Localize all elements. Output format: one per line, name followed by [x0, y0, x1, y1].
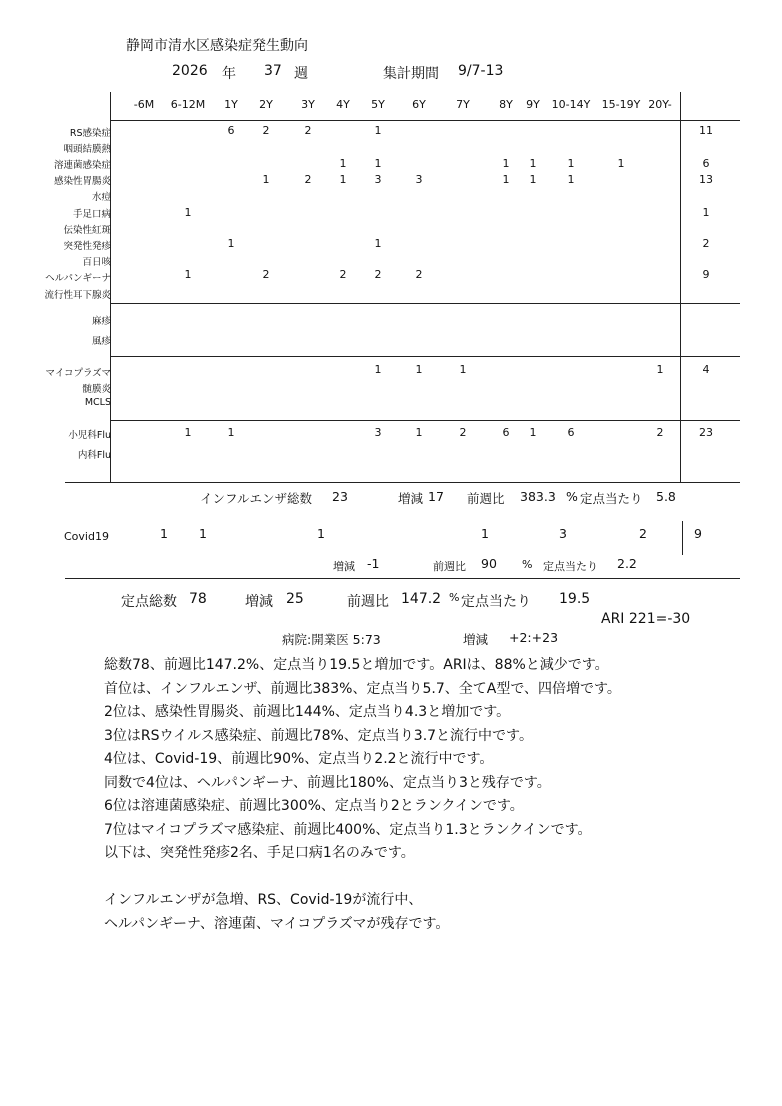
age-header-cell: 9Y: [526, 98, 540, 111]
case-count-cell: 6: [502, 426, 510, 439]
row-total-cell: 6: [702, 157, 710, 170]
case-count-cell: 3: [374, 426, 382, 439]
flu-total-label: インフルエンザ総数: [200, 491, 313, 506]
age-header-cell: 1Y: [224, 98, 238, 111]
covid-cell: 1: [317, 526, 325, 541]
covid-ratio: 90: [481, 556, 497, 571]
age-header-cell: 3Y: [301, 98, 315, 111]
covid-change-label: 増減: [333, 560, 355, 573]
covid-ratio-label: 前週比: [433, 560, 466, 573]
case-count-cell: 1: [184, 268, 192, 281]
disease-label: 咽頭結膜熱: [63, 144, 111, 155]
case-count-cell: 2: [415, 268, 423, 281]
year: 2026: [172, 63, 208, 79]
covid-rule: [65, 578, 740, 579]
case-count-cell: 1: [339, 157, 347, 170]
hospital-ratio: 病院:開業医 5:73: [282, 632, 381, 647]
age-header-cell: 15-19Y: [601, 98, 641, 111]
total-ratio-label: 前週比: [347, 594, 389, 610]
total-per-label: 定点当たり: [461, 594, 531, 610]
total-pct: %: [449, 591, 460, 604]
flu-rule: [65, 482, 740, 483]
row-total-cell: 13: [699, 173, 713, 186]
covid-cell: 3: [559, 526, 567, 541]
disease-label: 内科Flu: [77, 450, 111, 461]
disease-label: 髄膜炎: [82, 384, 111, 395]
total-change: 25: [286, 591, 304, 607]
disease-label: 流行性耳下腺炎: [44, 290, 111, 301]
case-count-cell: 1: [567, 157, 575, 170]
flu-change-label: 増減: [398, 491, 424, 506]
case-count-cell: 1: [227, 237, 235, 250]
commentary-line: 首位は、インフルエンザ、前週比383%、定点当り5.7、全てA型で、四倍増です。: [104, 680, 621, 697]
covid-cell: 1: [481, 526, 489, 541]
flu-change: 17: [428, 489, 444, 504]
covid-label: Covid19: [64, 530, 109, 543]
covid-per: 2.2: [617, 556, 637, 571]
age-header-cell: 2Y: [259, 98, 273, 111]
flu-per-label: 定点当たり: [580, 491, 643, 506]
row-total-cell: 2: [702, 237, 710, 250]
case-count-cell: 1: [415, 426, 423, 439]
case-count-cell: 6: [227, 124, 235, 137]
covid-cell: 1: [199, 526, 207, 541]
report-title: 静岡市清水区感染症発生動向: [126, 38, 308, 54]
flu-per: 5.8: [656, 489, 676, 504]
case-count-cell: 2: [304, 173, 312, 186]
disease-label: 百日咳: [82, 257, 111, 268]
covid-pct: %: [522, 558, 533, 571]
case-count-cell: 1: [529, 426, 537, 439]
group-rule-3: [110, 420, 740, 421]
commentary-line: 4位は、Covid-19、前週比90%、定点当り2.2と流行中です。: [104, 751, 494, 767]
total-label: 定点総数: [121, 594, 177, 610]
covid-total: 9: [694, 526, 702, 541]
disease-label: 伝染性紅斑: [63, 225, 111, 236]
age-header-cell: 6-12M: [170, 98, 206, 111]
disease-label: RS感染症: [69, 128, 111, 139]
age-header-cell: 8Y: [499, 98, 513, 111]
flu-ratio-label: 前週比: [467, 491, 505, 506]
case-count-cell: 1: [262, 173, 270, 186]
case-count-cell: 2: [304, 124, 312, 137]
case-count-cell: 2: [374, 268, 382, 281]
period: 9/7-13: [458, 63, 504, 79]
group-rule-1: [110, 303, 740, 304]
commentary-line: 3位はRSウイルス感染症、前週比78%、定点当り3.7と流行中です。: [104, 727, 533, 744]
covid-cell: 2: [639, 526, 647, 541]
hospital-change: +2:+23: [509, 630, 559, 645]
case-count-cell: 1: [415, 363, 423, 376]
commentary-line: 以下は、突発性発疹2名、手足口病1名のみです。: [104, 845, 415, 861]
disease-label: ヘルパンギーナ: [45, 273, 111, 284]
row-total-cell: 4: [702, 363, 710, 376]
case-count-cell: 1: [617, 157, 625, 170]
case-count-cell: 1: [374, 237, 382, 250]
commentary-line: 7位はマイコプラズマ感染症、前週比400%、定点当り1.3とランクインです。: [104, 821, 592, 838]
total-value: 78: [189, 591, 207, 607]
period-label: 集計期間: [383, 66, 439, 82]
case-count-cell: 1: [339, 173, 347, 186]
covid-total-border: [682, 521, 683, 555]
disease-label: 小児科Flu: [68, 430, 111, 441]
total-change-label: 増減: [245, 594, 273, 610]
week-unit: 週: [294, 66, 308, 82]
total-ratio: 147.2: [401, 591, 442, 607]
age-header-cell: 4Y: [336, 98, 350, 111]
disease-label: 風疹: [91, 336, 111, 347]
disease-label: 溶連菌感染症: [53, 160, 111, 171]
case-count-cell: 3: [415, 173, 423, 186]
row-total-cell: 9: [702, 268, 710, 281]
case-count-cell: 1: [459, 363, 467, 376]
case-count-cell: 1: [184, 206, 192, 219]
total-per: 19.5: [559, 591, 591, 607]
row-total-cell: 11: [699, 124, 713, 137]
disease-label: 水痘: [91, 192, 111, 203]
table-total-border: [680, 92, 681, 482]
commentary-line: インフルエンザが急増、RS、Covid-19が流行中、: [104, 892, 423, 908]
case-count-cell: 1: [502, 157, 510, 170]
year-unit: 年: [222, 66, 236, 82]
case-count-cell: 1: [374, 124, 382, 137]
age-header-cell: 7Y: [456, 98, 470, 111]
disease-label: マイコプラズマ: [45, 368, 111, 379]
ari: ARI 221=-30: [601, 611, 691, 627]
commentary-line: 6位は溶連菌感染症、前週比300%、定点当り2とランクインです。: [104, 798, 524, 814]
case-count-cell: 1: [374, 363, 382, 376]
age-header-cell: 6Y: [412, 98, 426, 111]
covid-change: -1: [367, 556, 380, 571]
commentary-line: 同数で4位は、ヘルパンギーナ、前週比180%、定点当り3と残存です。: [104, 774, 551, 791]
commentary-line: 総数78、前週比147.2%、定点当り19.5と増加です。ARIは、88%と減少です。: [104, 657, 609, 673]
case-count-cell: 1: [227, 426, 235, 439]
hospital-change-label: 増減: [463, 632, 489, 647]
header-rule: [110, 120, 740, 121]
case-count-cell: 2: [339, 268, 347, 281]
flu-pct: %: [566, 489, 578, 504]
row-total-cell: 23: [699, 426, 713, 439]
case-count-cell: 1: [656, 363, 664, 376]
covid-cell: 1: [160, 526, 168, 541]
case-count-cell: 1: [374, 157, 382, 170]
case-count-cell: 1: [502, 173, 510, 186]
group-rule-2: [110, 356, 740, 357]
disease-label: 麻疹: [91, 316, 111, 327]
case-count-cell: 2: [459, 426, 467, 439]
case-count-cell: 1: [567, 173, 575, 186]
age-header-cell: 10-14Y: [551, 98, 591, 111]
case-count-cell: 1: [184, 426, 192, 439]
age-header-cell: -6M: [133, 98, 155, 111]
flu-ratio: 383.3: [520, 489, 556, 504]
case-count-cell: 2: [262, 124, 270, 137]
case-count-cell: 1: [529, 157, 537, 170]
case-count-cell: 2: [262, 268, 270, 281]
row-total-cell: 1: [702, 206, 710, 219]
week: 37: [264, 63, 282, 79]
case-count-cell: 3: [374, 173, 382, 186]
flu-total: 23: [332, 489, 348, 504]
case-count-cell: 1: [529, 173, 537, 186]
age-header-cell: 20Y-: [648, 98, 672, 111]
covid-per-label: 定点当たり: [543, 560, 598, 573]
case-count-cell: 6: [567, 426, 575, 439]
disease-label: 突発性発疹: [63, 241, 111, 252]
disease-label: 感染性胃腸炎: [53, 176, 111, 187]
case-count-cell: 2: [656, 426, 664, 439]
commentary-line: ヘルパンギーナ、溶連菌、マイコプラズマが残存です。: [104, 915, 450, 932]
disease-label: MCLS: [84, 397, 111, 408]
commentary-line: 2位は、感染性胃腸炎、前週比144%、定点当り4.3と増加です。: [104, 704, 511, 720]
age-header-cell: 5Y: [371, 98, 385, 111]
disease-label: 手足口病: [72, 209, 111, 220]
